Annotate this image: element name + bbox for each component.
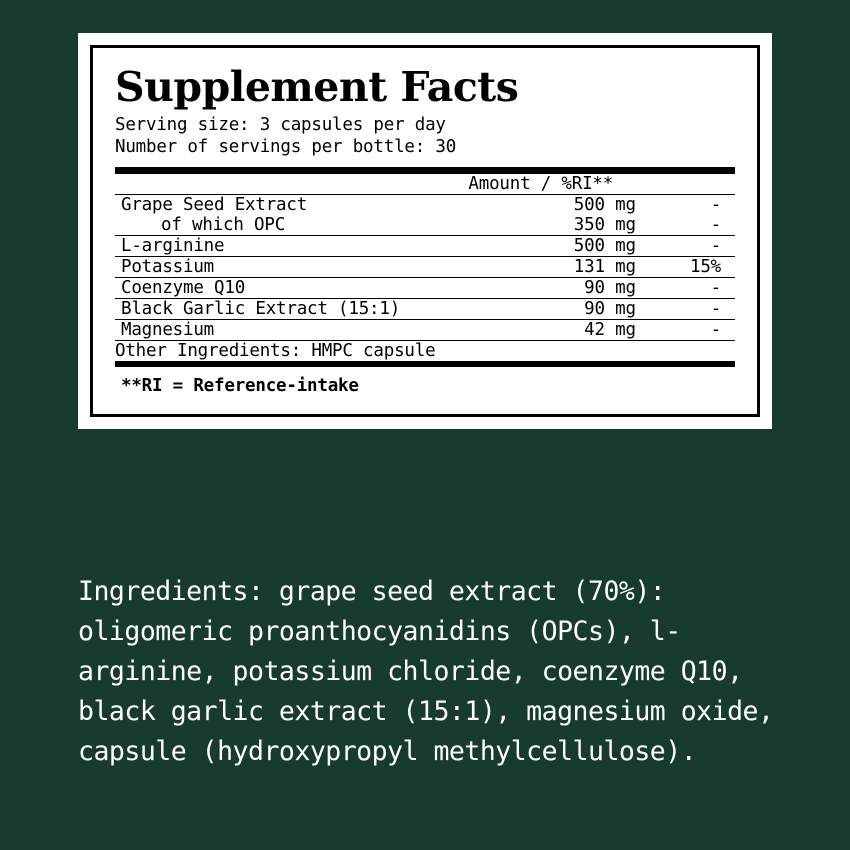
row-ri: 15% xyxy=(636,256,735,277)
row-amount: 500 mg xyxy=(468,235,635,256)
row-amount: 90 mg xyxy=(468,298,635,319)
table-row xyxy=(115,277,735,298)
column-header-amount-ri: Amount / %RI** xyxy=(468,173,614,194)
row-name: L-arginine xyxy=(115,235,468,256)
row-ri: - xyxy=(636,194,735,215)
row-amount: 500 mg xyxy=(468,194,635,215)
supplement-facts-table xyxy=(115,174,735,361)
row-amount: 42 mg xyxy=(468,319,635,340)
table-header-row xyxy=(115,174,735,195)
other-ingredients-row xyxy=(115,340,735,361)
other-ingredients-text: Other Ingredients: HMPC capsule xyxy=(115,340,735,361)
table-row xyxy=(115,194,735,215)
row-amount: 131 mg xyxy=(468,256,635,277)
row-name: Magnesium xyxy=(115,319,468,340)
ingredients-paragraph: Ingredients: grape seed extract (70%): oligomeric proanthocyanidins (OPCs), l-arginine, potassium chloride, coenzyme Q10, black garlic extract (15:1), magnesium oxide, capsule (hydroxypropyl methylcellulose). xyxy=(78,576,789,767)
servings-per-bottle-text: Number of servings per bottle: 30 xyxy=(115,136,457,157)
row-name: Potassium xyxy=(115,256,468,277)
row-amount: 350 mg xyxy=(573,214,636,235)
reference-intake-footnote: **RI = Reference-intake xyxy=(121,375,359,396)
row-amount: 90 mg xyxy=(468,277,635,298)
column-header-name xyxy=(115,174,468,195)
row-ri: - xyxy=(636,319,735,340)
table-row xyxy=(115,235,735,256)
divider-thick-top xyxy=(115,167,735,174)
table-row xyxy=(115,256,735,277)
serving-size-text: Serving size: 3 capsules per day xyxy=(115,115,446,136)
row-ri: - xyxy=(636,277,735,298)
page-title: Supplement Facts xyxy=(115,63,519,111)
row-name: Coenzyme Q10 xyxy=(115,277,468,298)
table-row xyxy=(115,215,735,236)
row-name: Grape Seed Extract xyxy=(115,194,468,215)
row-ri: - xyxy=(636,235,735,256)
row-name: Black Garlic Extract (15:1) xyxy=(115,298,468,319)
supplement-facts-border xyxy=(90,45,760,417)
supplement-facts-panel xyxy=(78,33,772,429)
table-row xyxy=(115,319,735,340)
row-ri: - xyxy=(636,298,735,319)
row-name: of which OPC xyxy=(161,214,286,235)
table-row xyxy=(115,298,735,319)
row-ri: - xyxy=(710,214,721,235)
